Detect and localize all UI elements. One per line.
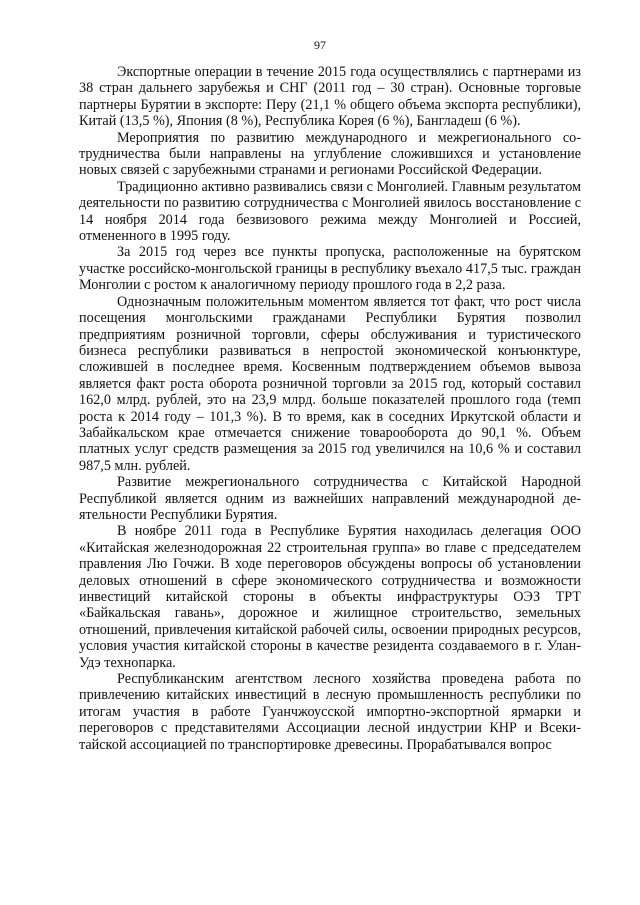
document-body [79, 64, 581, 753]
paragraph-delegation: В ноябре 2011 года в Республике Бурятия находилась делегация ООО «Китайская железнодорожная 22 строительная группа» во главе с председателем правления Лю Гочжи. В ходе переговоров обсуждены вопросы об установлении деловых отношений в сфере экономического сотрудничества и возможности инвестиций китайской стороны в объекты инфраструктуры ОЭЗ ТРТ «Байкальская гавань», дорожное и жилищное строительство, земельных отношений, привлечения китайской рабочей силы, освоении природных ресурсов, условия участия китайской стороны в качестве резидента создаваемого в г. Улан-Удэ технопарка. [79, 523, 581, 671]
paragraph-border-crossings: За 2015 год через все пункты пропуска, расположенные на бурятском участке российско-монгольской границы в республику въехало 417,5 тыс. граждан Монголии с ростом к аналогичному периоду прошлого года в 2,2 раза. [79, 244, 581, 294]
paragraph-cooperation-activities: Мероприятия по развитию международного и межрегионального сотрудничества были направлены на углубление сложившихся и установление новых связей с зарубежными странами и регионами Российской Федерации. [79, 129, 581, 179]
page-number: 97 [314, 38, 326, 52]
paragraph-export-operations: Экспортные операции в течение 2015 года осуществлялись с партнерами из 38 стран дальнего зарубежья и СНГ (2011 год – 30 стран). Основные торговые партнеры Бурятии в экспорте: Перу (21,1 % общего объема экспорта республики), Китай (13,5 %), Япония (8 %), Республика Корея (6 %), Бангладеш (6 %). [79, 64, 581, 130]
paragraph-retail-trade: Однозначным положительным моментом является тот факт, что рост числа посещения монгольскими гражданами Республики Бурятия позволил предприятиям розничной торговли, сферы обслуживания и туристического бизнеса республики развиваться в непростой экономической конъюнктуре, сложившей в последнее время. Косвенным подтверждением объемов вывоза является факт роста оборота розничной торговли за 2015 год, который составил 162,0 млрд. рублей, это на 23,9 млрд. больше показателей прошлого года (темп роста к 2014 году – 101,3 %). В то время, как в соседних Иркутской области и Забайкальском крае отмечается снижение товарооборота до 90,1 %. Объем платных услуг средств размещения за 2015 год увеличился на 10,6 % и составил 987,5 млн. рублей. [79, 293, 581, 474]
paragraph-forestry-investment: Республиканским агентством лесного хозяйства проведена работа по привлечению китайских инвестиций в лесную промышленность республики по итогам участия в работе Гуанчжоусской импортно-экспортной ярмарки и переговоров с представителями Ассоциации лесной индустрии КНР и Всекитайской ассоциацией по транспортировке древесины. Прорабатывался вопрос [79, 671, 581, 753]
paragraph-mongolia-relations: Традиционно активно развивались связи с Монголией. Главным результатом деятельности по развитию сотрудничества с Монголией явилось восстановление с 14 ноября 2014 года безвизового режима между Монголией и Россией, отмененного в 1995 году. [79, 178, 581, 245]
paragraph-china-cooperation: Развитие межрегионального сотрудничества с Китайской Народной Республикой является одним из важнейших направлений международной деятельности Республики Бурятия. [79, 474, 581, 523]
